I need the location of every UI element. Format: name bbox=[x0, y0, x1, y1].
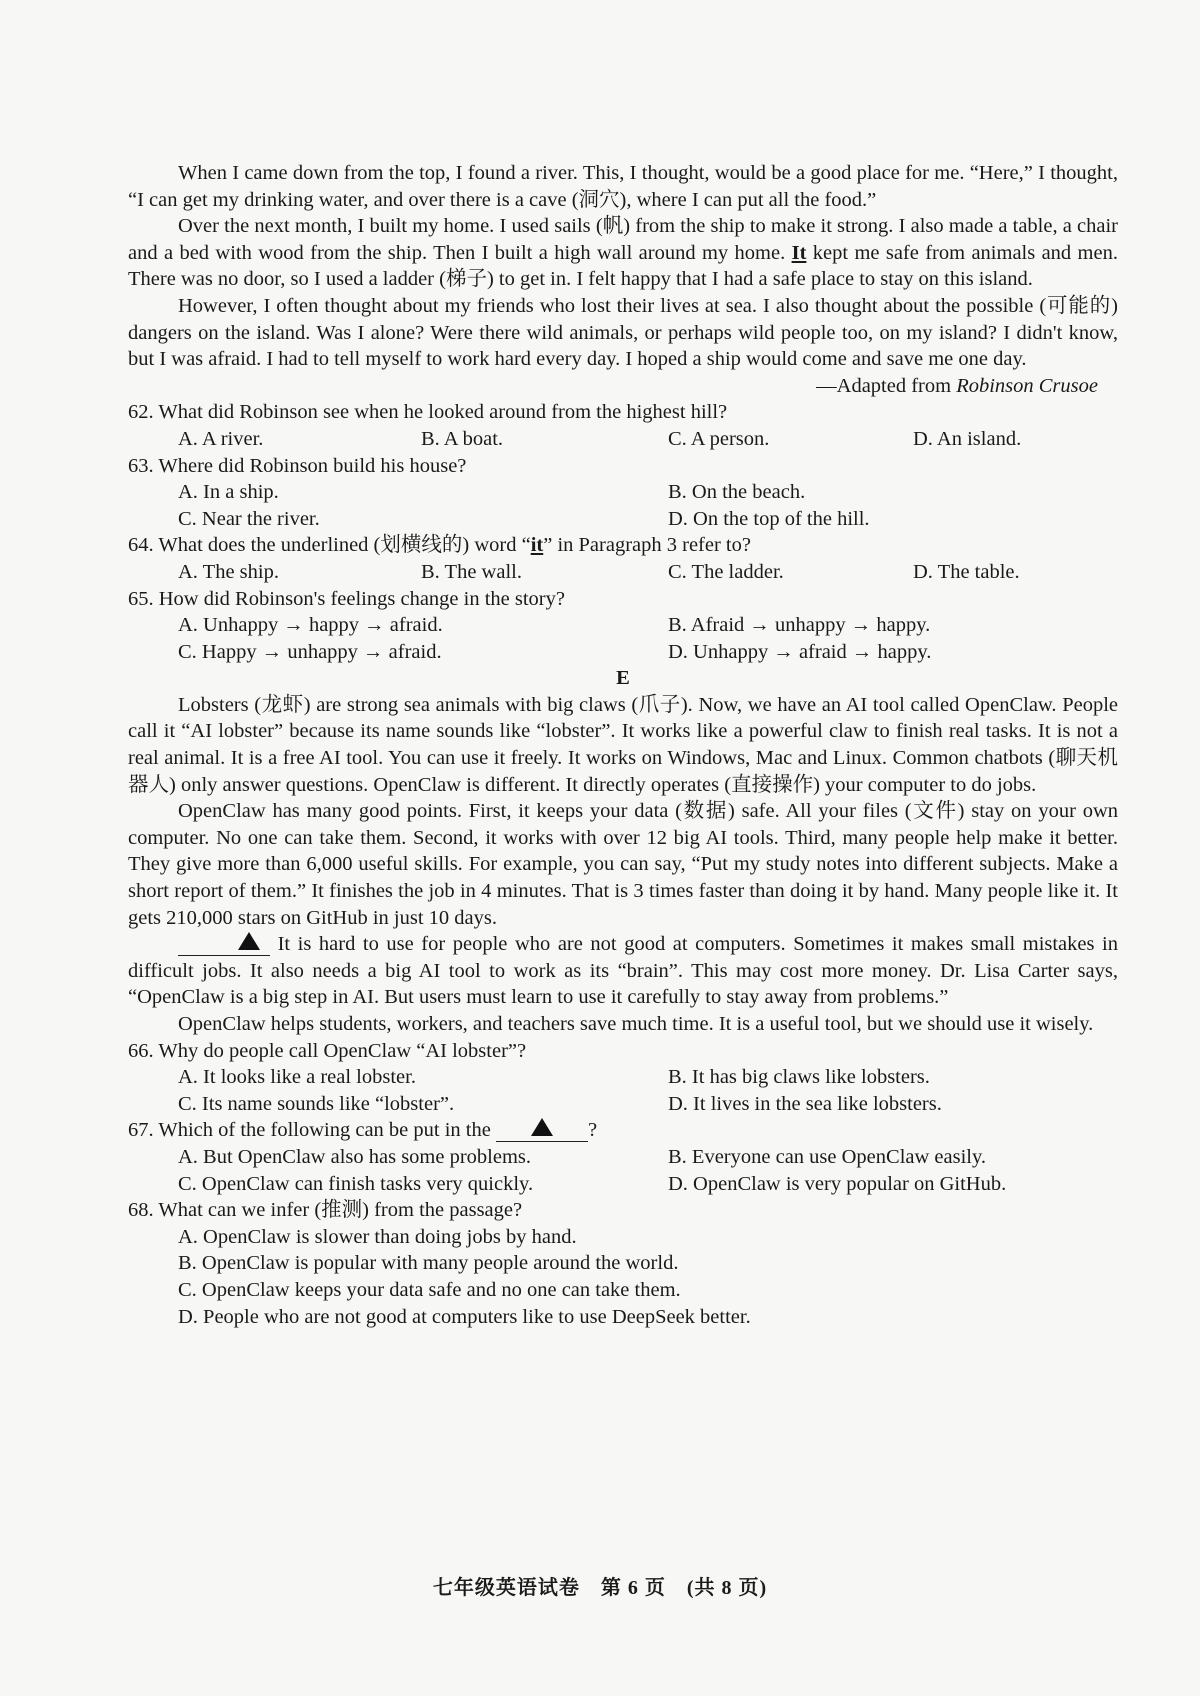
option-c: C. OpenClaw keeps your data safe and no one can take them. bbox=[178, 1278, 681, 1301]
underlined-word-it: it bbox=[530, 534, 544, 557]
option-c: C. Happy → unhappy → afraid. bbox=[178, 640, 442, 663]
option-b: B. Afraid → unhappy → happy. bbox=[668, 614, 931, 637]
option-b: B. OpenClaw is popular with many people around the world. bbox=[178, 1252, 679, 1275]
exam-page bbox=[128, 160, 1118, 1330]
triangle-icon bbox=[531, 1118, 553, 1136]
passage-d-paragraph-1: When I came down from the top, I found a river. This, I thought, would be a good place for me. “Here,” I thought, “I can get my drinking water, and over there is a cave (洞穴), where I can put all the food.” bbox=[128, 162, 1118, 211]
passage-d-paragraph-2: Over the next month, I built my home. I used sails (帆) from the ship to make it strong. I also made a table, a chair and a bed with wood from the ship. Then I built a high wall around my home. It kept me safe from animals and men. There was no door, so I used a ladder (梯子) to get in. I felt happy that I had a safe place to stay on this island. bbox=[128, 215, 1118, 291]
source-book-title: Robinson Crusoe bbox=[956, 374, 1098, 397]
question-66: 66. Why do people call OpenClaw “AI lobster”? bbox=[128, 1039, 527, 1062]
option-b: B. The wall. bbox=[421, 560, 522, 583]
option-b: B. A boat. bbox=[421, 427, 504, 450]
question-65: 65. How did Robinson's feelings change in the story? bbox=[128, 587, 565, 610]
option-a: A. OpenClaw is slower than doing jobs by hand. bbox=[178, 1225, 577, 1248]
option-a: A. A river. bbox=[178, 427, 264, 450]
answer-blank bbox=[178, 932, 270, 956]
passage-d-paragraph-3: However, I often thought about my friends who lost their lives at sea. I also thought about the possible (可能的) dangers on the island. Was I alone? Were there wild animals, or perhaps wild people too, on my island? I didn't know, but I was afraid. I had to tell myself to work hard every day. I hoped a ship would come and save me one day. bbox=[128, 294, 1118, 371]
passage-e-paragraph-3: It is hard to use for people who are not good at computers. Sometimes it makes small mistakes in difficult jobs. It also needs a big AI tool to work as its “brain”. This may cost more money. Dr. Lisa Carter says, “OpenClaw is a big step in AI. But users must learn to use it carefully to stay away from problems.” bbox=[128, 933, 1118, 1009]
question-62: 62. What did Robinson see when he looked around from the highest hill? bbox=[128, 401, 728, 424]
option-d: D. People who are not good at computers like to use DeepSeek better. bbox=[178, 1305, 751, 1328]
answer-blank bbox=[496, 1118, 588, 1142]
option-a: A. But OpenClaw also has some problems. bbox=[178, 1145, 532, 1168]
option-c: C. OpenClaw can finish tasks very quickly. bbox=[178, 1172, 534, 1195]
option-c: C. The ladder. bbox=[668, 560, 784, 583]
question-66-options-row-1 bbox=[128, 1064, 1118, 1091]
option-d: D. It lives in the sea like lobsters. bbox=[668, 1092, 942, 1115]
question-68: 68. What can we infer (推测) from the passage? bbox=[128, 1199, 523, 1222]
option-a: A. Unhappy → happy → afraid. bbox=[178, 614, 443, 637]
option-d: D. On the top of the hill. bbox=[668, 507, 870, 530]
question-67: 67. Which of the following can be put in the ? bbox=[128, 1119, 598, 1142]
question-64-options bbox=[128, 559, 1118, 586]
option-c: C. Near the river. bbox=[178, 507, 320, 530]
page-footer: 七年级英语试卷 第 6 页 (共 8 页) bbox=[432, 1577, 768, 1599]
question-65-options-row-1 bbox=[128, 612, 1118, 639]
option-d: D. An island. bbox=[913, 427, 1022, 450]
question-65-options-row-2 bbox=[128, 639, 1118, 666]
option-d: D. Unhappy → afraid → happy. bbox=[668, 640, 932, 663]
question-63-options-row-1 bbox=[128, 479, 1118, 506]
option-b: B. It has big claws like lobsters. bbox=[668, 1066, 930, 1089]
question-67-options-row-1 bbox=[128, 1144, 1118, 1171]
section-e-heading: E bbox=[616, 667, 630, 690]
option-b: B. On the beach. bbox=[668, 481, 806, 504]
option-a: A. The ship. bbox=[178, 560, 279, 583]
question-67-options-row-2 bbox=[128, 1171, 1118, 1198]
option-d: D. OpenClaw is very popular on GitHub. bbox=[668, 1172, 1007, 1195]
option-d: D. The table. bbox=[913, 560, 1020, 583]
option-c: C. Its name sounds like “lobster”. bbox=[178, 1092, 455, 1115]
passage-e-paragraph-2: OpenClaw has many good points. First, it keeps your data (数据) safe. All your files (文件) stay on your own computer. No one can take them. Second, it works with over 12 big AI tools. Third, many people help make it better. They give more than 6,000 useful skills. For example, you can say, “Put my study notes into different subjects. Make a short report of them.” It finishes the job in 4 minutes. That is 3 times faster than doing it by hand. Many people like it. It gets 210,000 stars on GitHub in just 10 days. bbox=[128, 800, 1118, 929]
passage-e-paragraph-4: OpenClaw helps students, workers, and teachers save much time. It is a useful tool, but we should use it wisely. bbox=[178, 1013, 1094, 1035]
question-64: 64. What does the underlined (划横线的) word “it” in Paragraph 3 refer to? bbox=[128, 534, 751, 557]
question-62-options bbox=[128, 426, 1118, 453]
question-63: 63. Where did Robinson build his house? bbox=[128, 454, 467, 477]
question-63-options-row-2 bbox=[128, 506, 1118, 533]
underlined-word-it: It bbox=[791, 241, 807, 264]
option-b: B. Everyone can use OpenClaw easily. bbox=[668, 1145, 987, 1168]
passage-source: —Adapted from Robinson Crusoe bbox=[816, 374, 1098, 397]
passage-e-paragraph-1: Lobsters (龙虾) are strong sea animals with big claws (爪子). Now, we have an AI tool called OpenClaw. People call it “AI lobster” because its name sounds like “lobster”. It works like a powerful claw to finish real tasks. It is not a real animal. It is a free AI tool. You can use it freely. It works on Windows, Mac and Linux. Common chatbots (聊天机器人) only answer questions. OpenClaw is different. It directly operates (直接操作) your computer to do jobs. bbox=[128, 693, 1118, 796]
option-a: A. It looks like a real lobster. bbox=[178, 1066, 416, 1089]
question-66-options-row-2 bbox=[128, 1091, 1118, 1118]
option-c: C. A person. bbox=[668, 427, 770, 450]
triangle-icon bbox=[238, 932, 260, 950]
option-a: A. In a ship. bbox=[178, 481, 279, 504]
